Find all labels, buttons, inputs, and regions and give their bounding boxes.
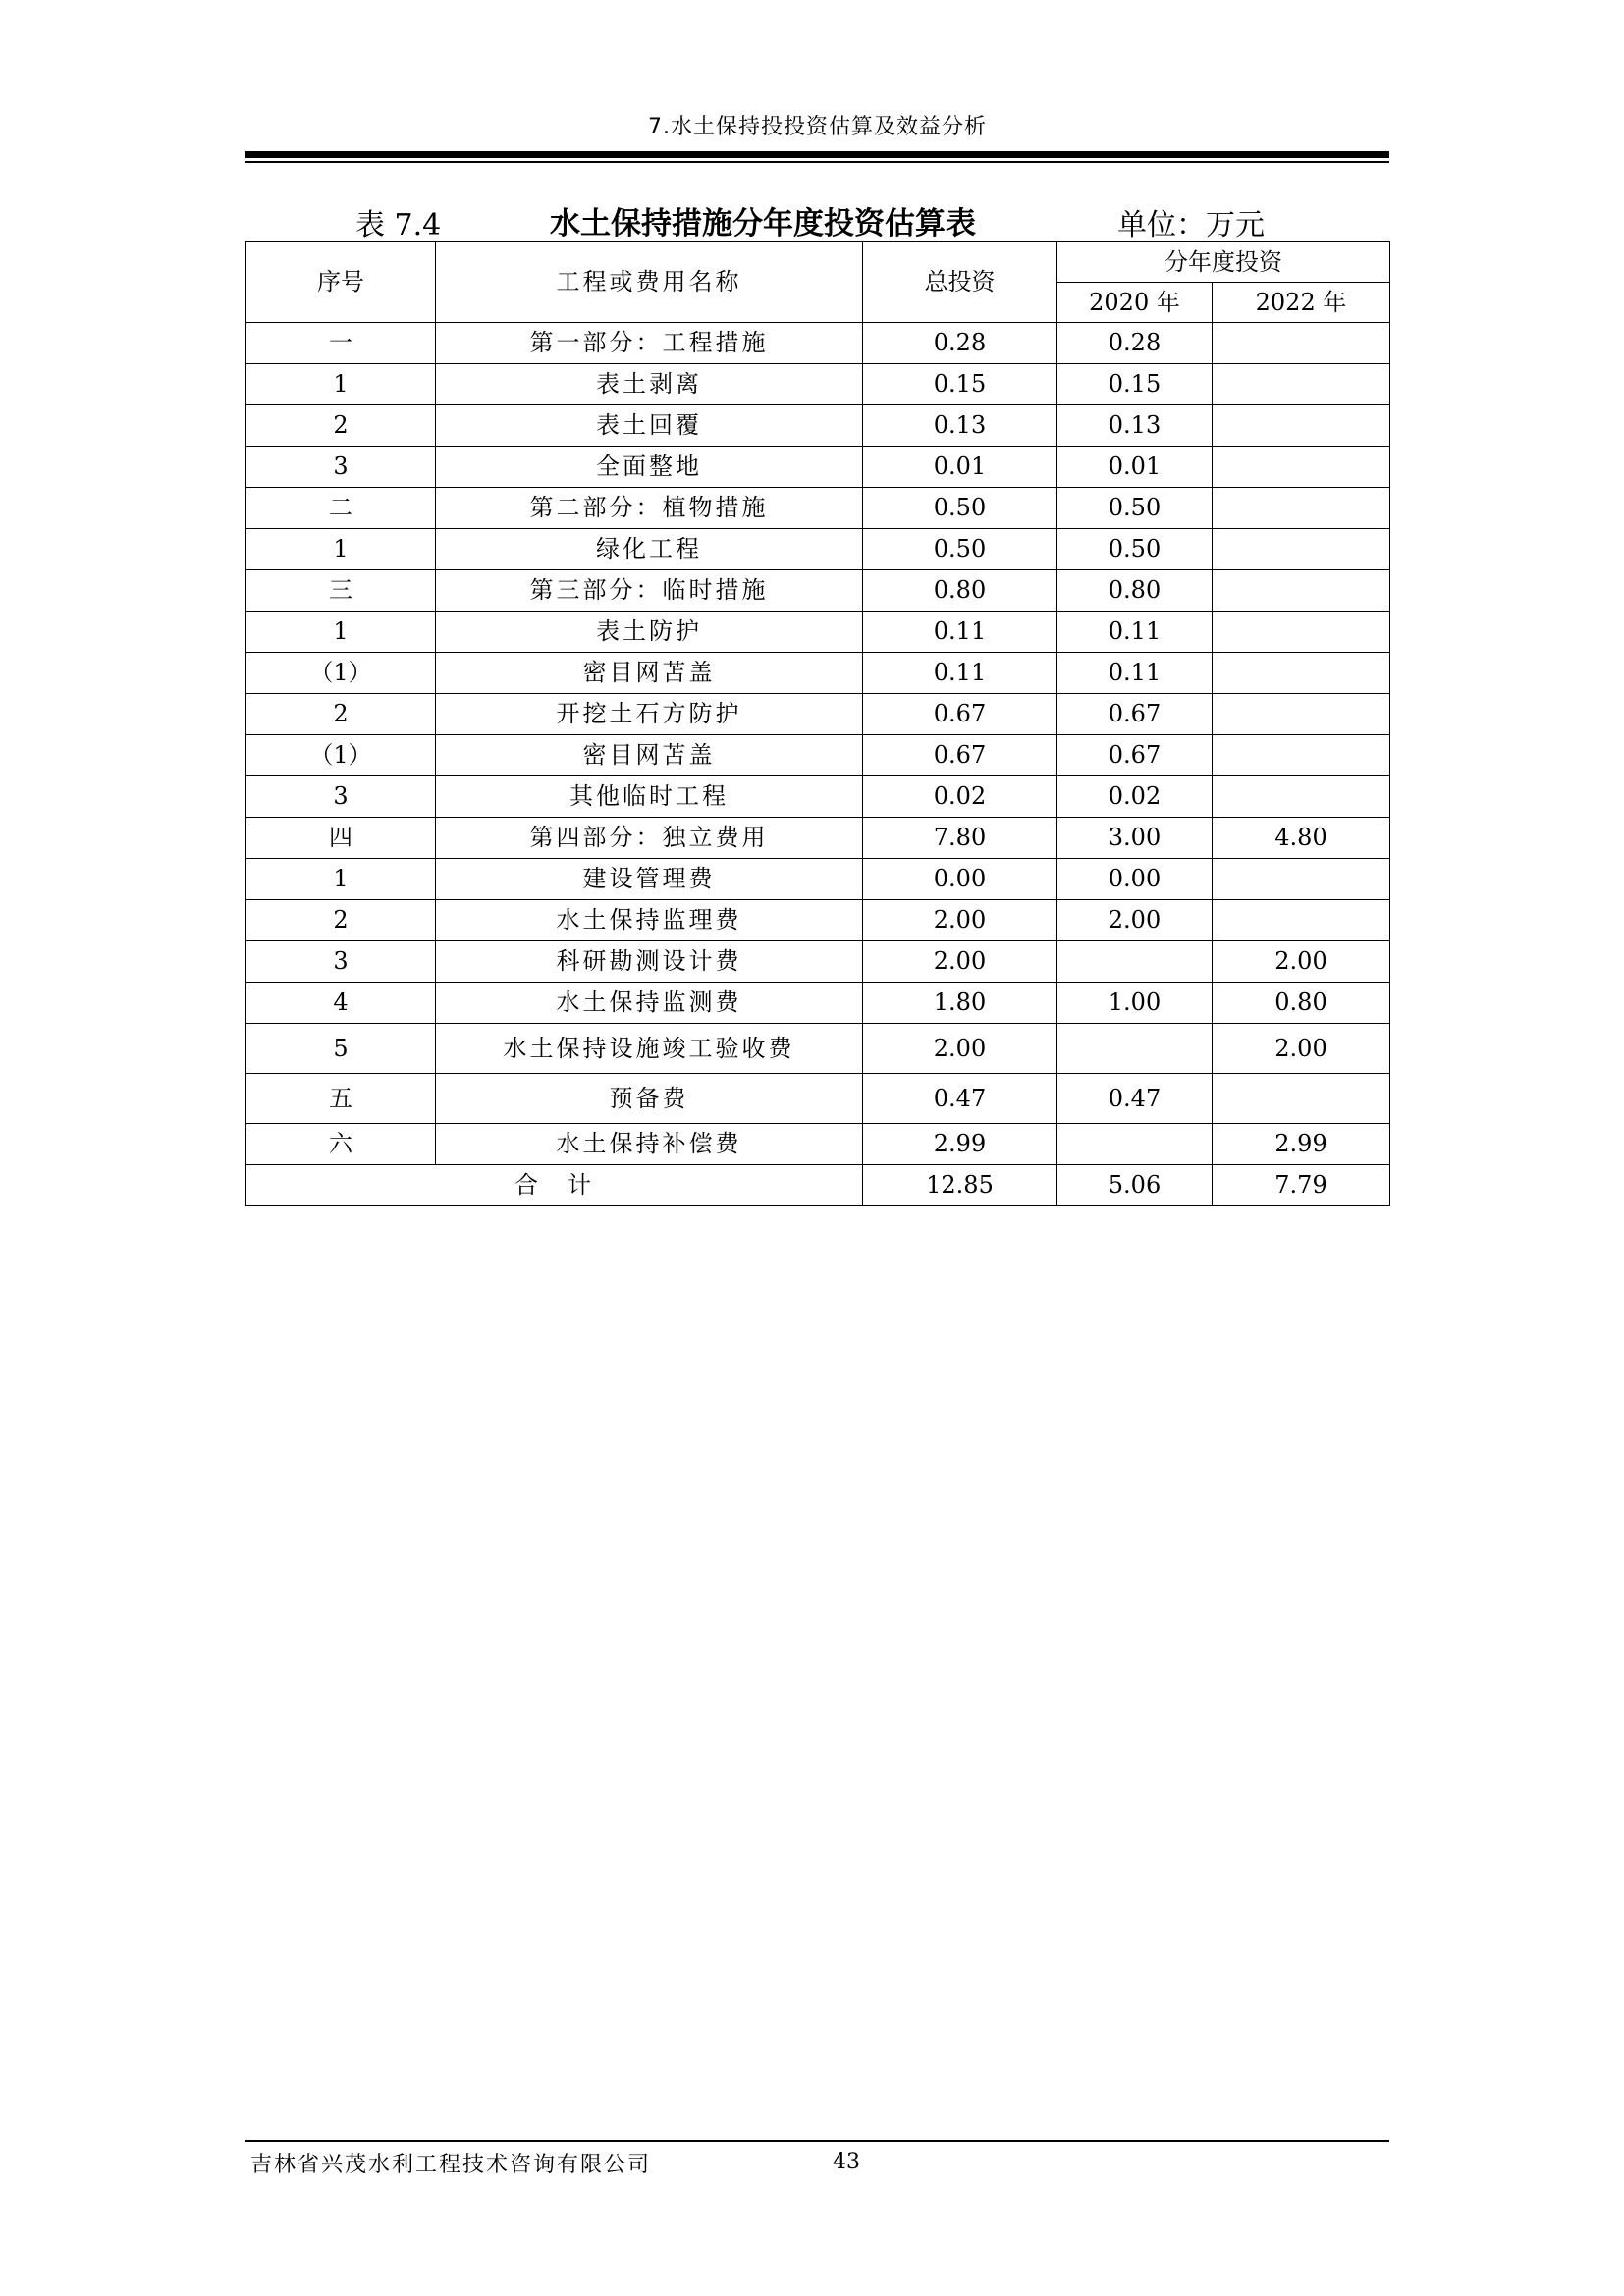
footer-rule bbox=[245, 2140, 1389, 2142]
table-row bbox=[246, 1124, 1390, 1165]
header-rule-thin bbox=[245, 161, 1389, 163]
cell-2022 bbox=[1213, 488, 1390, 529]
table-body bbox=[246, 323, 1390, 1206]
cell-seq: 5 bbox=[246, 1024, 436, 1074]
cell-total: 1.80 bbox=[863, 983, 1057, 1024]
table-number: 表 7.4 bbox=[355, 208, 442, 242]
cell-seq: 1 bbox=[246, 612, 436, 653]
table-row bbox=[246, 529, 1390, 570]
cell-total: 2.99 bbox=[863, 1124, 1057, 1165]
cell-2020: 0.00 bbox=[1057, 859, 1213, 900]
header-year-2022: 2022 年 bbox=[1213, 283, 1390, 323]
cell-2022 bbox=[1213, 900, 1390, 941]
cell-name: 水土保持设施竣工验收费 bbox=[436, 1024, 863, 1074]
cell-name: 第二部分：植物措施 bbox=[436, 488, 863, 529]
cell-seq: 四 bbox=[246, 818, 436, 859]
header-total: 总投资 bbox=[863, 242, 1057, 323]
table-row bbox=[246, 323, 1390, 364]
header-year-2020: 2020 年 bbox=[1057, 283, 1213, 323]
cell-2022 bbox=[1213, 405, 1390, 447]
cell-2022 bbox=[1213, 735, 1390, 776]
cell-2022 bbox=[1213, 776, 1390, 818]
cell-seq: 1 bbox=[246, 364, 436, 405]
cell-seq: （1） bbox=[246, 735, 436, 776]
cell-total: 0.67 bbox=[863, 694, 1057, 735]
cell-seq: 3 bbox=[246, 776, 436, 818]
table-row bbox=[246, 488, 1390, 529]
cell-name: 表土剥离 bbox=[436, 364, 863, 405]
table-row bbox=[246, 694, 1390, 735]
cell-2020: 0.47 bbox=[1057, 1074, 1213, 1124]
cell-seq: 4 bbox=[246, 983, 436, 1024]
investment-table bbox=[245, 241, 1390, 1206]
table-row bbox=[246, 1024, 1390, 1074]
cell-total: 2.00 bbox=[863, 900, 1057, 941]
cell-total: 0.13 bbox=[863, 405, 1057, 447]
cell-2020: 0.67 bbox=[1057, 694, 1213, 735]
cell-2020: 0.01 bbox=[1057, 447, 1213, 488]
cell-2022: 2.99 bbox=[1213, 1124, 1390, 1165]
table-row bbox=[246, 818, 1390, 859]
cell-name: 水土保持补偿费 bbox=[436, 1124, 863, 1165]
cell-name: 第一部分：工程措施 bbox=[436, 323, 863, 364]
table-row bbox=[246, 364, 1390, 405]
cell-name: 全面整地 bbox=[436, 447, 863, 488]
cell-name: 绿化工程 bbox=[436, 529, 863, 570]
table-caption bbox=[245, 196, 1389, 241]
cell-2020: 3.00 bbox=[1057, 818, 1213, 859]
cell-seq: 三 bbox=[246, 570, 436, 612]
cell-seq: 二 bbox=[246, 488, 436, 529]
cell-name: 水土保持监理费 bbox=[436, 900, 863, 941]
cell-2022 bbox=[1213, 529, 1390, 570]
cell-seq: 3 bbox=[246, 447, 436, 488]
cell-2020: 0.13 bbox=[1057, 405, 1213, 447]
cell-seq: 2 bbox=[246, 694, 436, 735]
cell-total: 2.00 bbox=[863, 1024, 1057, 1074]
cell-total: 0.80 bbox=[863, 570, 1057, 612]
cell-name: 水土保持监测费 bbox=[436, 983, 863, 1024]
cell-total: 0.00 bbox=[863, 859, 1057, 900]
cell-2022: 4.80 bbox=[1213, 818, 1390, 859]
table-title: 水土保持措施分年度投资估算表 bbox=[550, 206, 976, 241]
cell-name: 密目网苫盖 bbox=[436, 735, 863, 776]
cell-total: 7.80 bbox=[863, 818, 1057, 859]
cell-2020 bbox=[1057, 1024, 1213, 1074]
cell-name: 科研勘测设计费 bbox=[436, 941, 863, 983]
table-unit: 单位：万元 bbox=[1117, 208, 1265, 242]
cell-name: 第三部分：临时措施 bbox=[436, 570, 863, 612]
total-2020: 5.06 bbox=[1057, 1165, 1213, 1206]
cell-2022: 2.00 bbox=[1213, 1024, 1390, 1074]
cell-name: 开挖土石方防护 bbox=[436, 694, 863, 735]
cell-name: 表土防护 bbox=[436, 612, 863, 653]
table-row bbox=[246, 941, 1390, 983]
cell-total: 0.47 bbox=[863, 1074, 1057, 1124]
cell-name: 表土回覆 bbox=[436, 405, 863, 447]
cell-seq: 1 bbox=[246, 859, 436, 900]
cell-total: 2.00 bbox=[863, 941, 1057, 983]
table-row bbox=[246, 859, 1390, 900]
page-header-title: 7.水土保持投投资估算及效益分析 bbox=[648, 115, 987, 139]
cell-total: 0.67 bbox=[863, 735, 1057, 776]
cell-name: 建设管理费 bbox=[436, 859, 863, 900]
cell-name: 第四部分：独立费用 bbox=[436, 818, 863, 859]
header-annual-group: 分年度投资 bbox=[1057, 242, 1390, 283]
cell-2020: 0.28 bbox=[1057, 323, 1213, 364]
table-row bbox=[246, 447, 1390, 488]
cell-name: 其他临时工程 bbox=[436, 776, 863, 818]
table-row bbox=[246, 405, 1390, 447]
cell-2020: 0.50 bbox=[1057, 488, 1213, 529]
header-rule bbox=[245, 151, 1389, 158]
cell-2022 bbox=[1213, 859, 1390, 900]
cell-total: 0.28 bbox=[863, 323, 1057, 364]
cell-total: 0.02 bbox=[863, 776, 1057, 818]
cell-total: 0.11 bbox=[863, 653, 1057, 694]
cell-name: 密目网苫盖 bbox=[436, 653, 863, 694]
cell-2022 bbox=[1213, 612, 1390, 653]
table-row bbox=[246, 570, 1390, 612]
table-row bbox=[246, 1074, 1390, 1124]
cell-seq: 五 bbox=[246, 1074, 436, 1124]
cell-seq: 1 bbox=[246, 529, 436, 570]
total-sum: 12.85 bbox=[863, 1165, 1057, 1206]
cell-2020: 0.67 bbox=[1057, 735, 1213, 776]
table-row bbox=[246, 776, 1390, 818]
cell-2020: 1.00 bbox=[1057, 983, 1213, 1024]
header-name: 工程或费用名称 bbox=[436, 242, 863, 323]
cell-2022: 0.80 bbox=[1213, 983, 1390, 1024]
table-row bbox=[246, 735, 1390, 776]
cell-2022 bbox=[1213, 323, 1390, 364]
cell-2022 bbox=[1213, 364, 1390, 405]
cell-total: 0.15 bbox=[863, 364, 1057, 405]
page-number: 43 bbox=[833, 2150, 860, 2174]
cell-2020: 0.11 bbox=[1057, 653, 1213, 694]
cell-2022 bbox=[1213, 570, 1390, 612]
footer-company: 吉林省兴茂水利工程技术咨询有限公司 bbox=[250, 2153, 652, 2177]
cell-seq: 2 bbox=[246, 405, 436, 447]
cell-seq: 3 bbox=[246, 941, 436, 983]
cell-2022 bbox=[1213, 653, 1390, 694]
cell-2020: 0.15 bbox=[1057, 364, 1213, 405]
cell-seq: 六 bbox=[246, 1124, 436, 1165]
cell-name: 预备费 bbox=[436, 1074, 863, 1124]
cell-2020: 0.11 bbox=[1057, 612, 1213, 653]
cell-2020 bbox=[1057, 1124, 1213, 1165]
cell-seq: 2 bbox=[246, 900, 436, 941]
total-2022: 7.79 bbox=[1213, 1165, 1390, 1206]
cell-seq: （1） bbox=[246, 653, 436, 694]
cell-total: 0.01 bbox=[863, 447, 1057, 488]
table-row bbox=[246, 612, 1390, 653]
cell-total: 0.50 bbox=[863, 529, 1057, 570]
cell-2022 bbox=[1213, 694, 1390, 735]
cell-2020 bbox=[1057, 941, 1213, 983]
cell-2022 bbox=[1213, 447, 1390, 488]
total-row bbox=[246, 1165, 1390, 1206]
cell-seq: 一 bbox=[246, 323, 436, 364]
cell-2020: 2.00 bbox=[1057, 900, 1213, 941]
header-seq: 序号 bbox=[246, 242, 436, 323]
cell-2020: 0.80 bbox=[1057, 570, 1213, 612]
total-label: 合 计 bbox=[246, 1165, 863, 1206]
cell-total: 0.11 bbox=[863, 612, 1057, 653]
cell-2022 bbox=[1213, 1074, 1390, 1124]
table-row bbox=[246, 653, 1390, 694]
table-row bbox=[246, 983, 1390, 1024]
cell-total: 0.50 bbox=[863, 488, 1057, 529]
table-row bbox=[246, 900, 1390, 941]
cell-2022: 2.00 bbox=[1213, 941, 1390, 983]
cell-2020: 0.02 bbox=[1057, 776, 1213, 818]
cell-2020: 0.50 bbox=[1057, 529, 1213, 570]
